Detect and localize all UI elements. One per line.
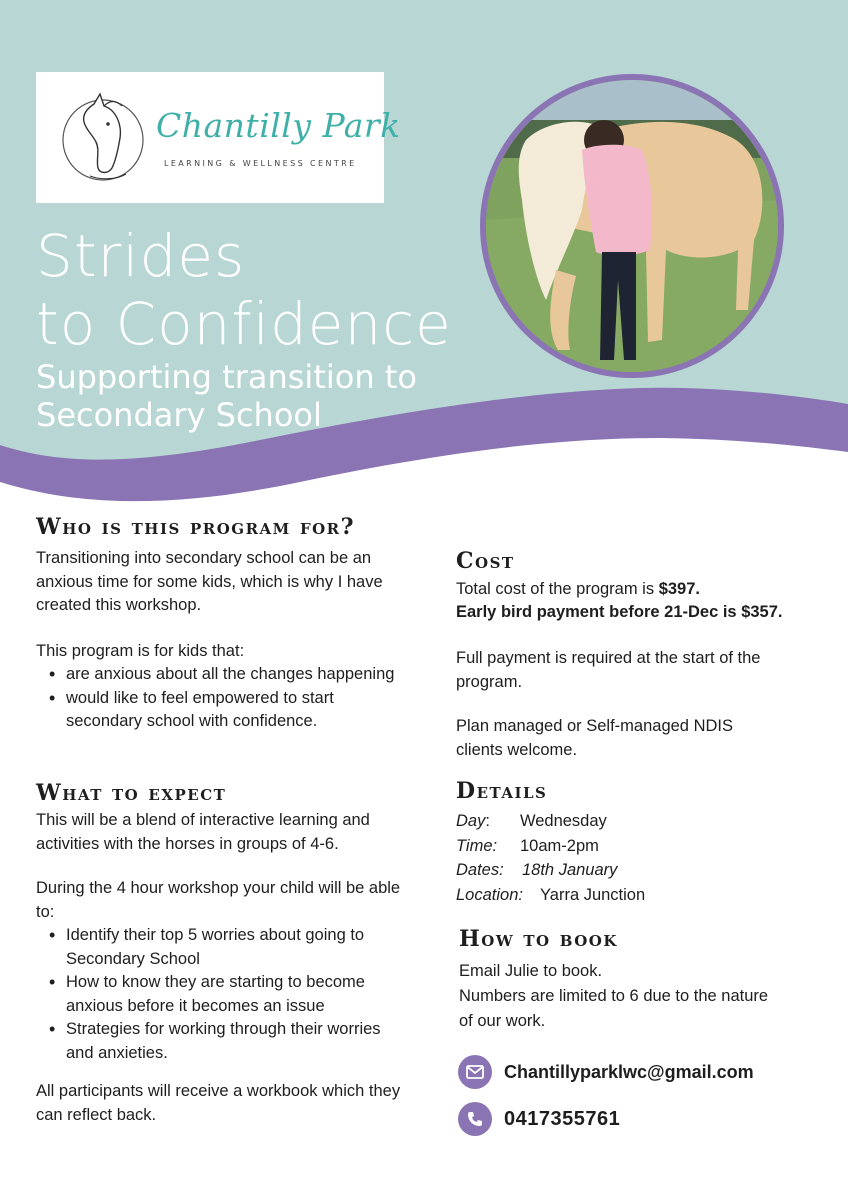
book-heading: How to book	[459, 926, 618, 952]
cost-early-bird: Early bird payment before 21-Dec is $357.	[456, 603, 783, 621]
detail-location-value: Yarra Junction	[540, 886, 646, 904]
expect-intro: This will be a blend of interactive learning and activities with the horses in groups of 4-6.	[36, 811, 370, 853]
detail-day: Day: Wednesday	[456, 809, 607, 833]
cost-total	[456, 578, 826, 602]
list-item: • are anxious about all the changes happening	[36, 663, 406, 687]
email-contact[interactable]	[458, 1055, 754, 1089]
list-item: • Strategies for working through their worries and anxieties.	[36, 1018, 406, 1065]
expect-heading: What to expect	[36, 780, 227, 806]
detail-time-value: 10am-2pm	[520, 837, 599, 855]
detail-location-label: Location:	[456, 886, 523, 904]
list-item: • Identify their top 5 worries about going to Secondary School	[36, 924, 406, 971]
detail-dates	[456, 858, 617, 882]
detail-dates-value: 18th January	[522, 861, 618, 879]
cost-ndis-note: Plan managed or Self-managed NDIS clients welcome.	[456, 717, 733, 759]
logo-name: Chantilly Park	[156, 106, 401, 145]
hero-title-line2: to Confidence	[36, 290, 452, 358]
hero-title-line1: Strides	[36, 222, 246, 290]
expect-bullet-list	[36, 924, 406, 1065]
list-item: • would like to feel empowered to start secondary school with confidence.	[36, 687, 406, 734]
detail-dates-label: Dates:	[456, 861, 504, 879]
phone-number[interactable]: 0417355761	[504, 1107, 621, 1130]
cost-total-amount: $397.	[658, 580, 700, 598]
book-instruction: Email Julie to book.	[459, 962, 603, 980]
who-lead: This program is for kids that:	[36, 642, 245, 660]
list-item: • How to know they are starting to become anxious before it becomes an issue	[36, 971, 406, 1018]
hero-subtitle-line1: Supporting transition to	[36, 358, 417, 396]
detail-location	[456, 883, 645, 907]
cost-total-label: Total cost of the program is	[456, 580, 659, 598]
who-intro: Transitioning into secondary school can be an anxious time for some kids, which is why I have created this workshop.	[36, 549, 383, 614]
phone-contact[interactable]	[458, 1102, 620, 1136]
detail-time	[456, 834, 599, 858]
cost-payment-note: Full payment is required at the start of the program.	[456, 649, 761, 691]
who-heading: Who is this program for?	[36, 514, 356, 540]
child-hugging-horse-photo	[480, 74, 784, 378]
email-link[interactable]: Chantillyparklwc@gmail.com	[504, 1061, 754, 1082]
who-bullet-list	[36, 663, 406, 734]
detail-day-label: Day	[456, 812, 486, 830]
cost-heading: Cost	[456, 548, 515, 574]
details-heading: Details	[456, 778, 548, 804]
logo	[36, 72, 401, 203]
detail-day-value: Wednesday	[519, 812, 607, 830]
expect-workbook-note: All participants will receive a workbook which they can reflect back.	[36, 1082, 401, 1124]
logo-tagline: LEARNING & WELLNESS CENTRE	[164, 159, 357, 168]
detail-time-label: Time:	[456, 837, 498, 855]
phone-icon	[458, 1102, 492, 1136]
horse-head-icon	[60, 88, 146, 188]
hero-subtitle-line2: Secondary School	[36, 396, 322, 434]
envelope-icon	[458, 1055, 492, 1089]
book-limit-note: Numbers are limited to 6 due to the nature of our work.	[459, 987, 769, 1030]
expect-lead: During the 4 hour workshop your child will be able to:	[36, 879, 401, 921]
